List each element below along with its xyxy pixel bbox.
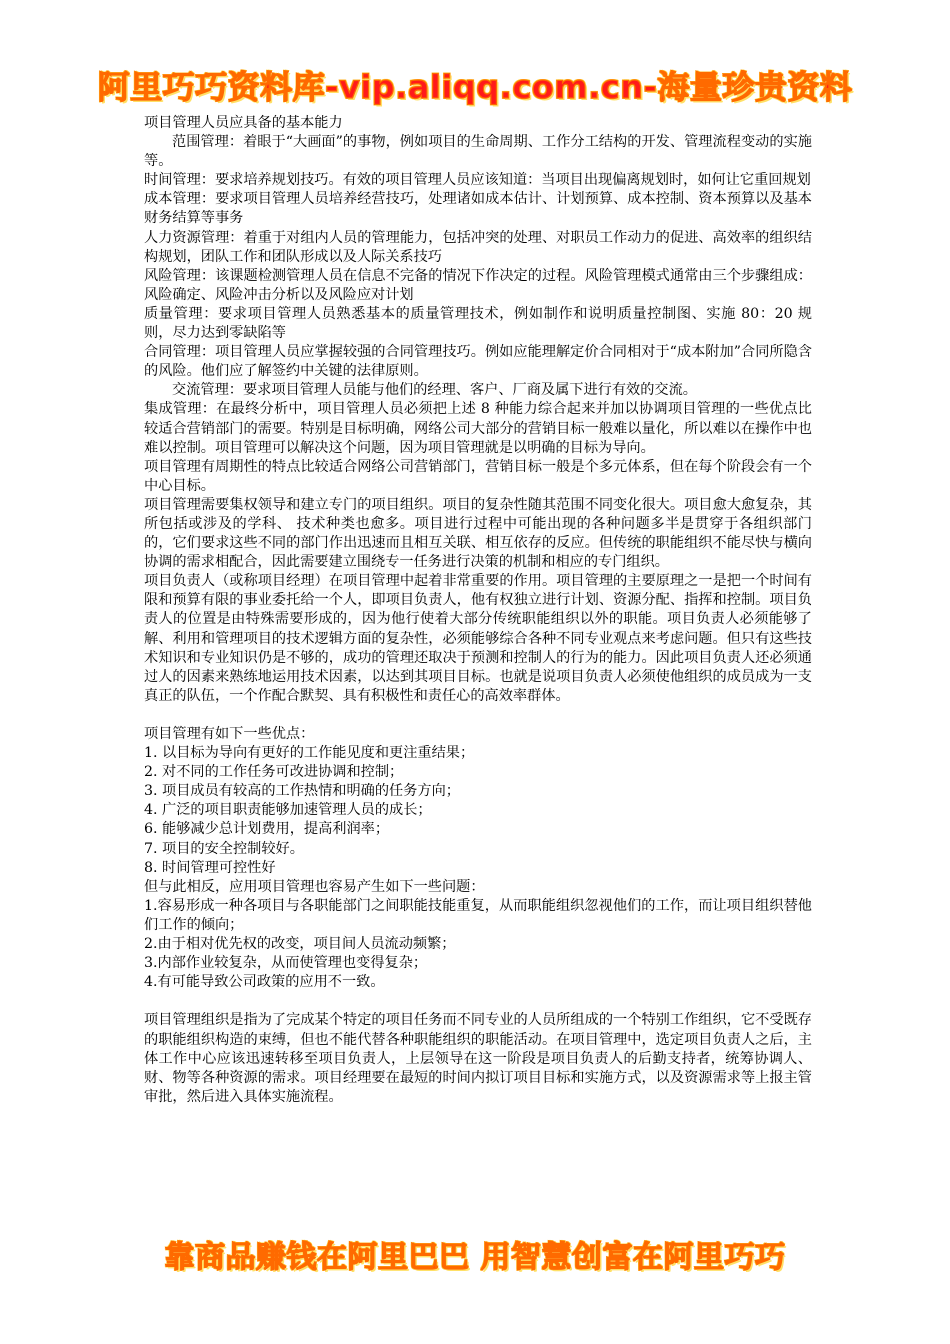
paragraph-organization: 项目管理需要集权领导和建立专门的项目组织。项目的复杂性随其范围不同变化很大。项目愈大愈复杂，其所包括或涉及的学科、 技术种类也愈多。项目进行过程中可能出现的各种问题多半是贯穿于各组织部门的，它们要求这些不同的部门作出迅速而且相互关联、相互依存的反应。但传统的职能组织不能尽快与横向协调的需求相配合，因此需要建立围绕专一任务进行决策的机制和相应的专门组织。 bbox=[144, 496, 812, 571]
paragraph-cycle: 项目管理有周期性的特点比较适合网络公司营销部门，营销目标一般是个多元体系，但在每个阶段会有一个中心目标。 bbox=[144, 458, 812, 494]
ability-quality: 质量管理：要求项目管理人员熟悉基本的质量管理技术，例如制作和说明质量控制图、实施 80：20 规则，尽力达到零缺陷等 bbox=[144, 305, 812, 342]
paragraph-manager: 项目负责人（或称项目经理）在项目管理中起着非常重要的作用。项目管理的主要原理之一是把一个时间有限和预算有限的事业委托给一个人，即项目负责人，他有权独立进行计划、资源分配、指挥和控制。项目负责人的位置是由特殊需要形成的，因为他行使着大部分传统职能组织以外的职能。项目负责人必须能够了解、利用和管理项目的技术逻辑方面的复杂性，必须能够综合各种不同专业观点来考虑问题。但只有这些技术知识和专业知识仍是不够的，成功的管理还取决于预测和控制人的行为的能力。因此项目负责人还必须通过人的因素来熟练地运用技术因素，以达到其项目目标。也就是说项目负责人必须使他组织的成员成为一支真正的队伍，一个作配合默契、具有积极性和责任心的高效率群体。 bbox=[144, 573, 812, 704]
problem-item: 2.由于相对优先权的改变，项目间人员流动频繁； bbox=[144, 936, 456, 953]
ability-hr: 人力资源管理：着重于对组内人员的管理能力，包括冲突的处理、对职员工作动力的促进、高效率的组织结构规划，团队工作和团队形成以及人际关系技巧 bbox=[144, 229, 812, 265]
advantage-item: 7. 项目的安全控制较好。 bbox=[144, 840, 304, 857]
advantage-item: 1. 以目标为导向有更好的工作能见度和更注重结果； bbox=[144, 745, 475, 762]
advantage-item: 8. 时间管理可控性好 bbox=[144, 859, 276, 876]
advantage-item: 4. 广泛的项目职责能够加速管理人员的成长； bbox=[144, 802, 432, 819]
document-title: 项目管理人员应具备的基本能力 bbox=[144, 115, 343, 131]
footer-banner: 靠商品赚钱在阿里巴巴 用智慧创富在阿里巧巧 bbox=[164, 1240, 786, 1275]
problem-item: 4.有可能导致公司政策的应用不一致。 bbox=[144, 974, 385, 991]
blank-line bbox=[144, 706, 812, 725]
ability-cost: 成本管理：要求项目管理人员培养经营技巧，处理诸如成本估计、计划预算、成本控制、资本预算以及基本财务结算等事务 bbox=[144, 191, 812, 227]
ability-communication: 交流管理：要求项目管理人员能与他们的经理、客户、厂商及属下进行有效的交流。 bbox=[172, 382, 697, 399]
header-banner: 阿里巧巧资料库-vip.aliqq.com.cn-海量珍贵资料 bbox=[97, 68, 853, 106]
paragraph-closing: 项目管理组织是指为了完成某个特定的项目任务而不同专业的人员所组成的一个特别工作组织，它不受既存的职能组织构造的束缚，但也不能代替各种职能组织的职能活动。在项目管理中，选定项目负责人之后，主体工作中心应该迅速转移至项目负责人，上层领导在这一阶段是项目负责人的后勤支持者，统筹协调人、财、物等各种资源的需求。项目经理要在最短的时间内拟订项目目标和实施方式，以及资源需求等上报主管审批，然后进入具体实施流程。 bbox=[144, 1012, 812, 1105]
advantage-item: 3. 项目成员有较高的工作热情和明确的任务方向； bbox=[144, 783, 460, 800]
problems-intro: 但与此相反，应用项目管理也容易产生如下一些问题： bbox=[144, 878, 485, 895]
problem-item: 3.内部作业较复杂，从而使管理也变得复杂； bbox=[144, 955, 428, 972]
ability-integration: 集成管理：在最终分析中，项目管理人员必须把上述 8 种能力综合起来并加以协调项目管理的一些优点比较适合营销部门的需要。特别是目标明确，网络公司大部分的营销目标一般难以量化，所以难以在操作中也难以控制。项目管理可以解决这个问题，因为项目管理就是以明确的目标为导向。 bbox=[144, 401, 812, 456]
ability-scope: 范围管理：着眼于“大画面”的事物，例如项目的生命周期、工作分工结构的开发、管理流程变动的实施等。 bbox=[144, 134, 812, 170]
advantage-item: 2. 对不同的工作任务可改进协调和控制； bbox=[144, 764, 404, 781]
blank-line bbox=[144, 992, 812, 1011]
advantages-intro: 项目管理有如下一些优点： bbox=[144, 726, 315, 742]
ability-time: 时间管理：要求培养规划技巧。有效的项目管理人员应该知道：当项目出现偏离规划时，如何让它重回规划 bbox=[144, 172, 811, 189]
document-body bbox=[144, 114, 812, 1107]
problem-item: 1.容易形成一种各项目与各职能部门之间职能技能重复，从而职能组织忽视他们的工作，而让项目组织替他们工作的倾向； bbox=[144, 897, 812, 933]
ability-contract: 合同管理：项目管理人员应掌握较强的合同管理技巧。例如应能理解定价合同相对于“成本附加”合同所隐含的风险。他们应了解签约中关键的法律原则。 bbox=[144, 344, 812, 380]
advantage-item: 6. 能够减少总计划费用，提高利润率； bbox=[144, 821, 390, 838]
ability-risk: 风险管理：该课题检测管理人员在信息不完备的情况下作决定的过程。风险管理模式通常由三个步骤组成： 风险确定、风险冲击分析以及风险应对计划 bbox=[144, 267, 812, 303]
